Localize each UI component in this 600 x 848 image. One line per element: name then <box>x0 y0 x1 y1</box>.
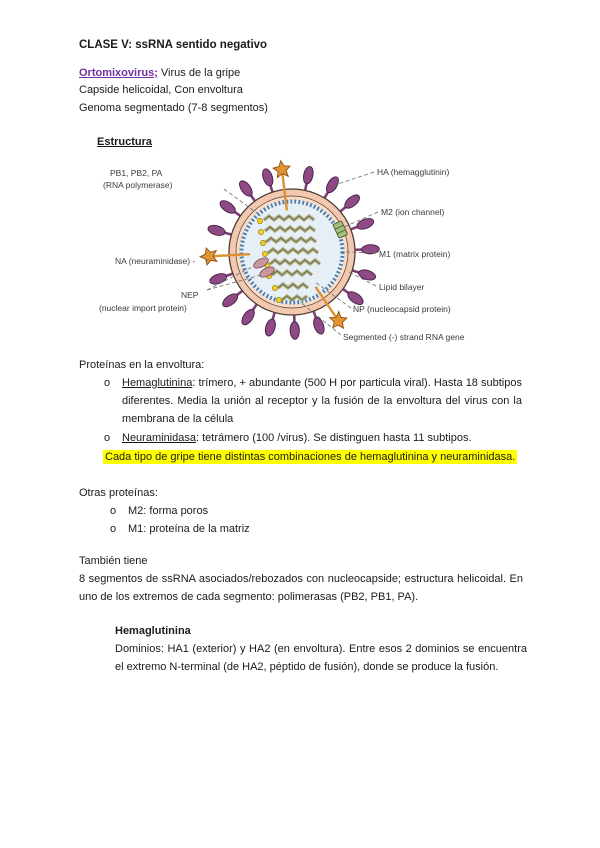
intro-block <box>79 65 268 117</box>
list-item <box>97 374 522 428</box>
label-lipid-bilayer: Lipid bilayer <box>379 282 425 292</box>
label-ha: HA (hemagglutinin) <box>377 167 450 177</box>
bullet-marker: o <box>104 377 111 389</box>
otras-list <box>103 502 523 538</box>
list-item <box>97 429 522 447</box>
list-item <box>103 502 523 520</box>
label-nep-2: (nuclear import protein) <box>99 303 187 313</box>
bullet-text: : tetrámero (100 /virus). Se distinguen hasta 11 subtipos. <box>195 432 472 444</box>
section-heading-otras: Otras proteínas: <box>79 487 158 499</box>
label-nep: NEP <box>181 290 199 300</box>
virus-rest-text: Virus de la gripe <box>157 67 241 79</box>
bullet-lead: Hemaglutinina <box>122 377 193 389</box>
intro-line-virus <box>79 65 268 82</box>
label-segmented-rna: Segmented (-) strand RNA gene <box>343 332 465 342</box>
envoltura-list <box>97 374 522 447</box>
highlighted-text: Cada tipo de gripe tiene distintas combinaciones de hemaglutinina y neuraminidasa. <box>105 451 516 463</box>
page-title: CLASE V: ssRNA sentido negativo <box>79 39 268 51</box>
bullet-marker: o <box>110 523 117 535</box>
label-pb-polymerase-2: (RNA polymerase) <box>103 180 173 190</box>
list-item <box>103 520 523 538</box>
intro-line-genoma: Genoma segmentado (7-8 segmentos) <box>79 101 268 114</box>
bullet-text: : trímero, + abundante (500 H por particula viral). Hasta 18 subtipos diferentes. Media la unión al receptor y la fusión de la envoltura del virus con la membrana de la célula <box>122 377 522 425</box>
bullet-neuraminidasa <box>122 429 522 447</box>
virus-membrane <box>229 189 355 315</box>
bullet-m1: M1: proteína de la matriz <box>128 523 250 535</box>
hemaglutinina-body: Dominios: HA1 (exterior) y HA2 (en envoltura). Entre esos 2 dominios se encuentra el extremo N-terminal (de HA2, péptido de fusión), donde se produce la fusión. <box>115 643 527 673</box>
tambien-body: 8 segmentos de ssRNA asociados/rebozados con nucleocapside; estructura helicoidal. En uno de los extremos de cada segmento: polimerasas (PB2, PB1, PA). <box>79 573 523 603</box>
label-na: NA (neuraminidase) - <box>115 256 196 266</box>
highlight-row <box>103 448 533 466</box>
bullet-marker: o <box>104 432 111 444</box>
bullet-marker: o <box>110 505 117 517</box>
label-np: NP (nucleocapsid protein) <box>353 304 451 314</box>
intro-line-capside: Capside helicoidal, Con envoltura <box>79 84 243 97</box>
bullet-hemaglutinina <box>122 374 522 428</box>
bullet-m2: M2: forma poros <box>128 505 209 517</box>
section-heading-tambien: También tiene <box>79 555 148 567</box>
ortomixovirus-link[interactable]: Ortomixovirus; <box>79 67 158 79</box>
section-heading-estructura: Estructura <box>97 136 153 148</box>
label-pb-polymerase: PB1, PB2, PA <box>110 168 163 178</box>
bullet-lead: Neuraminidasa <box>122 432 196 444</box>
label-m1: M1 (matrix protein) <box>379 249 451 259</box>
section-heading-envoltura: Proteínas en la envoltura: <box>79 359 205 371</box>
section-heading-hemaglutinina: Hemaglutinina <box>115 625 191 637</box>
virus-diagram <box>85 158 585 358</box>
label-m2: M2 (ion channel) <box>381 207 445 217</box>
